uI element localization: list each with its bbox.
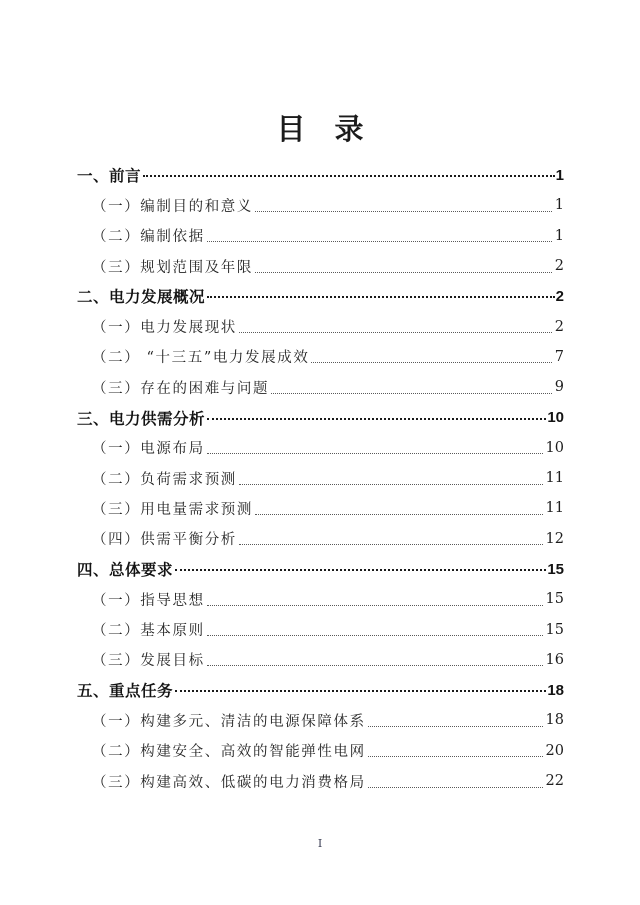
dotted-leader	[207, 418, 546, 420]
toc-sub-entry	[77, 493, 564, 523]
toc-entry-label: （二）基本原则	[92, 623, 205, 640]
toc-chapter-entry	[77, 160, 564, 190]
toc-entry-page-number: 18	[545, 712, 564, 729]
page-title: 目 录	[276, 114, 364, 146]
dotted-leader	[207, 605, 543, 606]
toc-entry-label: 四、总体要求	[77, 562, 174, 579]
toc-entry-page-number: 15	[547, 560, 564, 578]
toc-entry-page-number: 9	[554, 379, 564, 396]
toc-sub-entry	[77, 584, 564, 614]
toc-entry-label: （一）电力发展现状	[92, 320, 237, 337]
dotted-leader	[207, 296, 555, 298]
toc-entry-page-number: 1	[555, 166, 564, 184]
table-of-contents	[0, 160, 640, 796]
toc-entry-label: （二）负荷需求预测	[92, 471, 237, 488]
toc-chapter-entry	[77, 402, 564, 432]
dotted-leader	[207, 453, 543, 454]
toc-entry-page-number: 15	[545, 591, 564, 608]
footer-page-number: I	[317, 837, 323, 850]
toc-entry-page-number: 2	[554, 318, 564, 335]
toc-entry-page-number: 1	[554, 227, 564, 244]
dotted-leader	[255, 211, 552, 212]
toc-entry-page-number: 18	[547, 681, 564, 699]
dotted-leader	[143, 175, 555, 177]
toc-sub-entry	[77, 645, 564, 675]
toc-entry-label: 二、电力发展概况	[77, 289, 206, 307]
toc-entry-page-number: 11	[545, 470, 564, 487]
toc-entry-page-number: 15	[545, 621, 564, 638]
dotted-leader	[207, 241, 552, 242]
toc-chapter-entry	[77, 675, 564, 705]
toc-entry-label: （一）电源布局	[92, 441, 205, 458]
toc-chapter-entry	[77, 554, 564, 584]
dotted-leader	[207, 635, 543, 636]
toc-sub-entry	[77, 736, 564, 766]
toc-entry-label: （三）构建高效、低碳的电力消费格局	[92, 774, 366, 791]
toc-entry-label: （三）存在的困难与问题	[92, 380, 270, 397]
toc-entry-page-number: 20	[545, 742, 564, 759]
dotted-leader	[368, 787, 543, 788]
toc-entry-label: （二）构建安全、高效的智能弹性电网	[92, 744, 366, 761]
toc-sub-entry	[77, 463, 564, 493]
toc-entry-label: 一、前言	[77, 168, 142, 186]
toc-entry-page-number: 22	[545, 773, 564, 790]
toc-entry-label: 五、重点任务	[77, 683, 174, 701]
toc-entry-label: 三、电力供需分析	[77, 410, 206, 428]
toc-sub-entry	[77, 614, 564, 644]
toc-entry-label: （三）发展目标	[92, 653, 205, 670]
toc-sub-entry	[77, 705, 564, 735]
dotted-leader	[207, 665, 543, 666]
toc-sub-entry	[77, 311, 564, 341]
dotted-leader	[311, 362, 551, 363]
toc-entry-label: （二）编制依据	[92, 229, 205, 246]
toc-entry-page-number: 2	[555, 287, 564, 305]
toc-sub-entry	[77, 433, 564, 463]
dotted-leader	[175, 569, 546, 571]
toc-entry-label: （三）规划范围及年限	[92, 259, 253, 276]
dotted-leader	[368, 726, 543, 727]
toc-entry-label: （一）指导思想	[92, 592, 205, 609]
toc-entry-page-number: 16	[545, 651, 564, 668]
toc-sub-entry	[77, 190, 564, 220]
dotted-leader	[239, 332, 552, 333]
dotted-leader	[255, 272, 552, 273]
toc-sub-entry	[77, 342, 564, 372]
dotted-leader	[271, 393, 552, 394]
toc-sub-entry	[77, 766, 564, 796]
toc-entry-label: （一）编制目的和意义	[92, 198, 253, 215]
toc-entry-page-number: 7	[554, 348, 564, 365]
toc-entry-page-number: 2	[554, 258, 564, 275]
toc-sub-entry	[77, 221, 564, 251]
dotted-leader	[255, 514, 543, 515]
toc-entry-label: （三）用电量需求预测	[92, 501, 253, 518]
toc-sub-entry	[77, 251, 564, 281]
toc-sub-entry	[77, 372, 564, 402]
toc-sub-entry	[77, 524, 564, 554]
toc-entry-page-number: 1	[554, 197, 564, 214]
toc-chapter-entry	[77, 281, 564, 311]
toc-entry-page-number: 11	[545, 500, 564, 517]
dotted-leader	[239, 544, 543, 545]
toc-entry-page-number: 10	[547, 409, 564, 427]
toc-entry-page-number: 10	[545, 439, 564, 456]
toc-entry-label: （四）供需平衡分析	[92, 532, 237, 549]
toc-entry-page-number: 12	[545, 530, 564, 547]
dotted-leader	[368, 756, 543, 757]
toc-entry-label: （二） “十三五”电力发展成效	[92, 350, 310, 367]
toc-entry-label: （一）构建多元、清洁的电源保障体系	[92, 713, 366, 730]
dotted-leader	[239, 484, 543, 485]
dotted-leader	[175, 690, 546, 692]
